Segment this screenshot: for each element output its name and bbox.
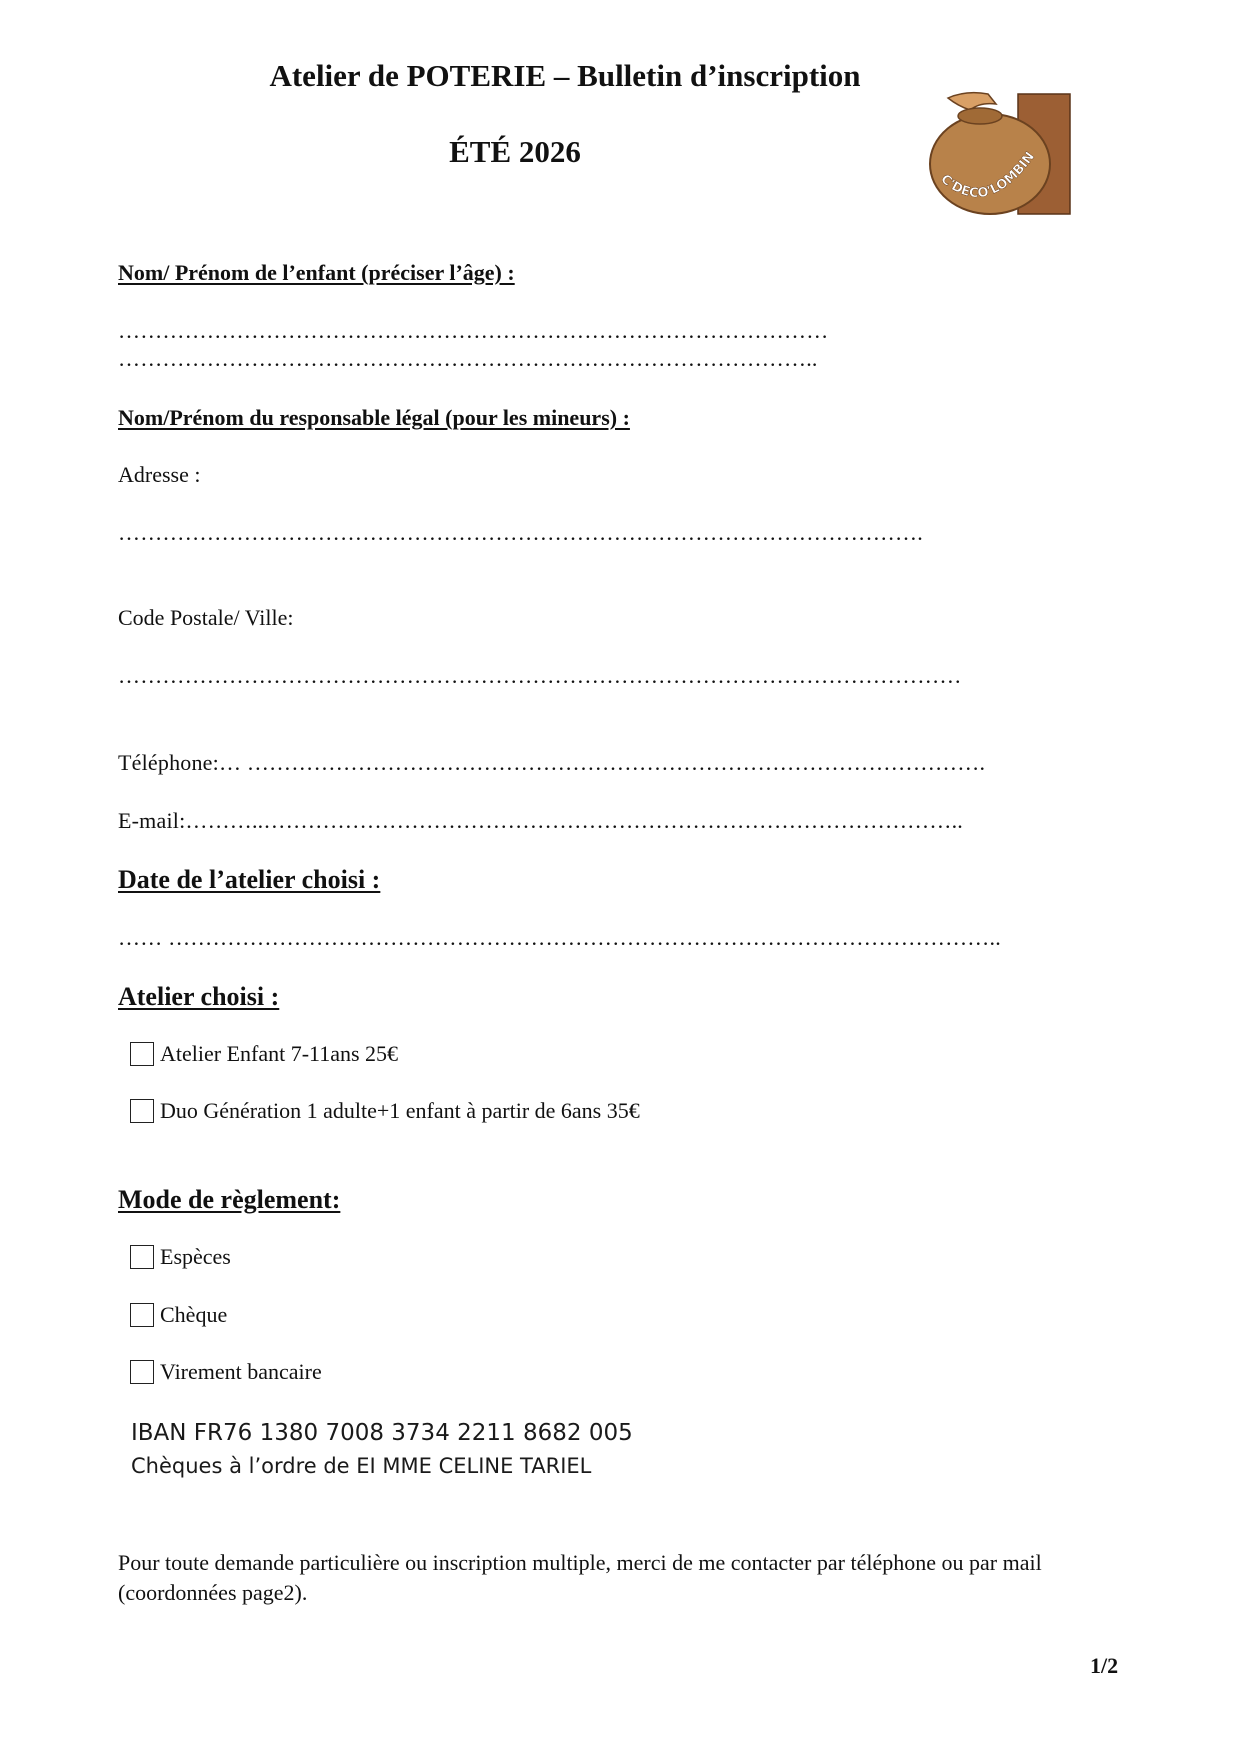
payment-option-transfer[interactable] <box>130 1359 322 1385</box>
child-name-line-2[interactable]: ………………………………………………………………………………….. <box>118 346 818 371</box>
season-title: ÉTÉ 2026 <box>449 134 581 169</box>
payment-option-cheque[interactable] <box>130 1302 227 1328</box>
logo <box>918 84 1078 220</box>
iban-text: IBAN FR76 1380 7008 3734 2211 8682 005 <box>131 1420 633 1446</box>
logo-text: C'DECO'LOMBIN <box>937 149 1038 202</box>
page-title: Atelier de POTERIE – Bulletin d’inscription <box>269 58 861 93</box>
date-heading: Date de l’atelier choisi : <box>118 865 381 894</box>
phone-line[interactable]: Téléphone:… ………………………………………………………………………………………. <box>118 750 986 775</box>
footer-note: Pour toute demande particulière ou inscription multiple, merci de me contacter par téléphone ou par mail (coordonnées page2). <box>118 1550 1042 1605</box>
guardian-label: Nom/Prénom du responsable légal (pour les mineurs) : <box>118 405 630 430</box>
checkbox[interactable] <box>130 1360 154 1384</box>
workshop-heading: Atelier choisi : <box>118 982 280 1011</box>
option-label: Espèces <box>160 1244 231 1269</box>
payment-option-cash[interactable] <box>130 1244 231 1270</box>
page-number: 1/2 <box>1090 1653 1119 1678</box>
option-label: Chèque <box>160 1302 228 1327</box>
child-name-line-1[interactable]: …………………………………………………………………………………… <box>118 318 829 343</box>
postal-label: Code Postale/ Ville: <box>118 605 294 630</box>
address-label: Adresse : <box>118 462 201 487</box>
postal-line[interactable]: …………………………………………………………………………………………………… <box>118 663 962 688</box>
cheque-order-text: Chèques à l’ordre de EI MME CELINE TARIEL <box>131 1454 592 1478</box>
checkbox[interactable] <box>130 1303 154 1327</box>
date-line[interactable]: …… ………………………………………………………………………………………………….. <box>118 925 1001 950</box>
workshop-option-duo[interactable] <box>130 1098 640 1124</box>
child-name-label: Nom/ Prénom de l’enfant (préciser l’âge) : <box>118 260 515 285</box>
checkbox[interactable] <box>130 1245 154 1269</box>
checkbox[interactable] <box>130 1042 154 1066</box>
option-label: Duo Génération 1 adulte+1 enfant à partir de 6ans 35€ <box>160 1098 640 1123</box>
workshop-option-child[interactable] <box>130 1041 398 1067</box>
checkbox[interactable] <box>130 1099 154 1123</box>
email-line[interactable]: E-mail:………..………………………………………………………………………………….. <box>118 808 963 833</box>
option-label: Virement bancaire <box>160 1359 322 1384</box>
payment-heading: Mode de règlement: <box>118 1185 341 1214</box>
option-label: Atelier Enfant 7-11ans 25€ <box>160 1041 399 1066</box>
address-line[interactable]: ………………………………………………………………………………………………. <box>118 520 923 545</box>
